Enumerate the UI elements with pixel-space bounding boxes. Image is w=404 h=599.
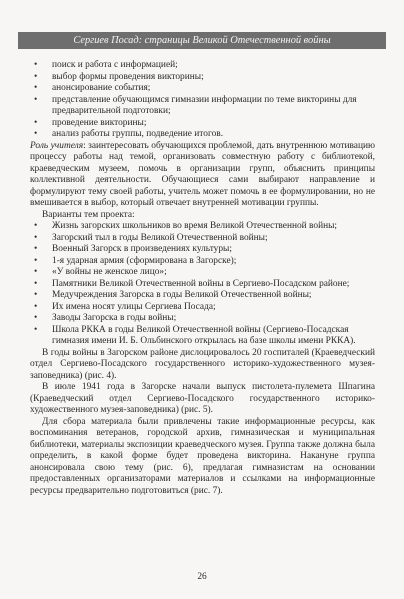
list-item: • 1-я ударная армия (сформирована в Загорске);: [30, 256, 375, 268]
list-item: • Загорский тыл в годы Великой Отечественной войны;: [30, 233, 375, 245]
topics-list: [30, 221, 375, 348]
teacher-role-paragraph: [30, 141, 375, 210]
list-item: • анонсирование события;: [30, 83, 375, 95]
list-item: • Медучреждения Загорска в годы Великой Отечественной войны;: [30, 290, 375, 302]
shpagin-paragraph: В июле 1941 года в Загорске начали выпуск пистолета-пулемета Шпагина (Краеведческий отдел Сергиево-Посадского государственного историко-художественного музея-заповедника) (рис. 5).: [30, 382, 375, 415]
page-number: 26: [197, 572, 207, 582]
running-header: Сергиев Посад: страницы Великой Отечественной войны: [18, 32, 386, 49]
resources-paragraph: Для сбора материала были привлечены такие информационные ресурсы, как воспоминания ветеранов, городской архив, гимназическая и муниципальная библиотеки, материалы экспозиции краеведческого музея. Группа также должна была определить, в какой форме будет проведена викторина. Накануне группа анонсировала свою тему (рис. 6), предлагая гимназистам на основании предоставленных организаторами материалов и ссылками на информационные ресурсы предварительно подготовиться (рис. 7).: [30, 416, 375, 496]
list-item: • Их имена носят улицы Сергиева Посада;: [30, 302, 375, 314]
list-item: • поиск и работа с информацией;: [30, 60, 375, 72]
teacher-role-text: : заинтересовать обучающихся проблемой, дать внутреннюю мотивацию процессу работы над темой, организовать совместную работу с библиотекой, краеведческим музеем, помочь в организации групп, объяснить принципы коллективной деятельности. Обучающиеся сами выбирают направление и формулируют тему своей работы, учитель может помочь в ее формулировании, но не вмешивается в выбор, который отвечает внутренней мотивации группы.: [30, 140, 375, 208]
teacher-role-label: Роль учителя: [30, 140, 84, 151]
variants-intro: Варианты тем проекта:: [42, 209, 135, 220]
list-item: • Жизнь загорских школьников во время Великой Отечественной войны;: [30, 221, 375, 233]
list-item: • выбор формы проведения викторины;: [30, 72, 375, 84]
list-item: • Военный Загорск в произведениях культуры;: [30, 244, 375, 256]
list-item: • Памятники Великой Отечественной войны в Сергиево-Посадском районе;: [30, 279, 375, 291]
list-item: • анализ работы группы, подведение итогов.: [30, 129, 375, 141]
hospitals-paragraph: В годы войны в Загорском районе дислоцировалось 20 госпиталей (Краеведческий отдел Сергиево-Посадского государственного историко-художественного музея-заповедника) (рис. 4).: [30, 347, 375, 381]
tasks-list: [30, 60, 375, 141]
list-item: • проведение викторины;: [30, 118, 375, 130]
list-item: • Школа РККА в годы Великой Отечественной войны (Сергиево-Посадская гимназия имени И. Б. Ольбинского открылась на базе школы имени РККА).: [30, 325, 375, 348]
list-item: • Заводы Загорска в годы войны;: [30, 313, 375, 325]
page-body: [30, 60, 375, 497]
list-item: • представление обучающимся гимназии информации по теме викторины для предварительной подготовки;: [30, 95, 375, 118]
list-item: • «У войны не женское лицо»;: [30, 267, 375, 279]
